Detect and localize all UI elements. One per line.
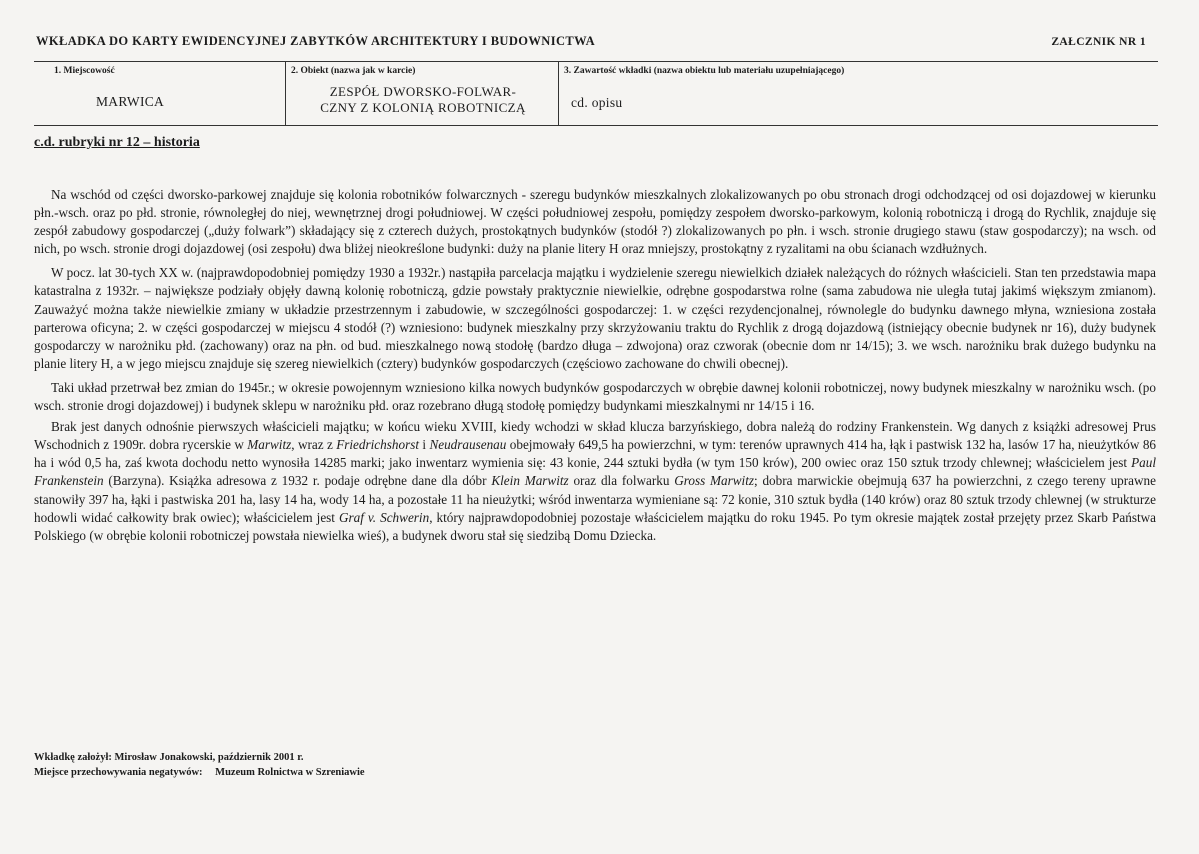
content-label: 3. Zawartość wkładki (nazwa obiektu lub materiału uzupełniającego) <box>564 66 845 76</box>
object-label: 2. Obiekt (nazwa jak w karcie) <box>291 66 416 76</box>
content-value: cd. opisu <box>571 95 623 110</box>
object-name <box>291 84 555 115</box>
paragraph-4-text-7: ; dobra marwickie obejmują 637 ha powierzchni, z czego tereny uprawne stanowiły 397 ha, łąki i pastwiska 201 ha, lasy 14 ha, wody 14 ha, a pozostałe 11 ha nieużytki; wśród inwentarza wymieniane są: 72 konie, 310 sztuk bydła (140 krów) oraz 80 sztuk trzody chlewnej (w strukturze hodowli widać całkowity brak owiec); właścicielem jest <box>34 473 1156 525</box>
section-heading: c.d. rubryki nr 12 – historia <box>34 135 200 150</box>
annex-number: ZAŁCZNIK NR 1 <box>1051 36 1146 48</box>
object-name-line-1: ZESPÓŁ DWORSKO-FOLWAR- <box>329 84 517 99</box>
table-top-border <box>34 61 1158 62</box>
place-klein-marwitz: Klein Marwitz <box>491 473 569 489</box>
paragraph-2: W pocz. lat 30-tych XX w. (najprawdopodobniej pomiędzy 1930 a 1932r.) nastąpiła parcelacja majątku i wydzielenie szeregu niewielkich działek należących do różnych właścicieli. Stan ten przedstawia mapa katastralna z 1932r. – największe podziały objęły dawną kolonię robotniczą, gdzie powstały praktycznie niewielkie, odrębne gospodarstwa rolne (sama zabudowa nie uległa tutaj jakimś większym zmianom). Zauważyć można także niewielkie zmiany w układzie przestrzennym i zabudowie, w szczególności gospodarczej: 1. w części rezydencjonalnej, równolegle do budynku dawnego młyna, wzniesiona została parterowa oficyna; 2. w części gospodarczej w miejscu 4 stodół (?) wzniesiono: budynek mieszkalny przy skrzyżowaniu traktu do Rychlik z drogą dojazdową (istniejący obecnie budynek nr 16), duży budynek gospodarczy w narożniku płd. (zachowany) oraz na płn. od bud. mieszkalnego nową stodołę (bardzo długa – zdwojona) oraz czworak (obecnie dom nr 14/15); 3. we wsch. narożniku brak dużego budynku na planie litery H, a w jego miejscu znajduje się szereg niewielkich (cztery) budynków gospodarczych (częściowo zachowane do chwili obecnej). <box>34 265 1156 371</box>
paragraph-4-text-2: , wraz z <box>291 437 337 453</box>
table-bottom-border <box>34 125 1158 126</box>
document-title: WKŁADKA DO KARTY EWIDENCYJNEJ ZABYTKÓW ARCHITEKTURY I BUDOWNICTWA <box>36 34 596 48</box>
locality-label: 1. Miejscowość <box>54 66 115 76</box>
paragraph-4-text-5: (Barzyna). Książka adresowa z 1932 r. podaje odrębne dane dla dóbr <box>103 473 492 489</box>
place-neudrausenau: Neudrausenau <box>429 437 507 453</box>
object-name-line-2: CZNY Z KOLONIĄ ROBOTNICZĄ <box>320 99 526 115</box>
owner-paul-frankenstein: Paul Frankenstein <box>34 455 1156 489</box>
locality-value: MARWICA <box>96 94 165 109</box>
place-gross-marwitz: Gross Marwitz <box>674 473 755 489</box>
paragraph-3: Taki układ przetrwał bez zmian do 1945r.; w okresie powojennym wzniesiono kilka nowych budynków gospodarczych w obrębie dawnej kolonii robotniczej, nowy budynek mieszkalny w narożniku wsch. (po wsch. stronie drogi dojazdowej) i budynek sklepu w narożniku płd. oraz rozebrano długą stodołę pomiędzy budynkami mieszkalnymi nr 14/15 i 16. <box>34 379 1156 414</box>
paragraph-4-text-1: Brak jest danych odnośnie pierwszych właścicieli majątku; w końcu wieku XVIII, kiedy wchodzi w skład klucza barzyńskiego, dobra należą do rodziny Frankenstein. Wg danych z książki adresowej Prus Wschodnich z 1909r. dobra rycerskie w <box>34 419 1156 453</box>
paragraph-4-text-6: oraz dla folwarku <box>568 473 675 489</box>
place-marwitz: Marwitz <box>247 437 292 453</box>
table-divider-1 <box>285 61 286 125</box>
place-friedrichshorst: Friedrichshorst <box>336 437 419 453</box>
paragraph-4-text-3: i <box>419 437 430 453</box>
paragraph-4 <box>34 418 1156 545</box>
paragraph-1: Na wschód od części dworsko-parkowej znajduje się kolonia robotników folwarcznych - szeregu budynków mieszkalnych zlokalizowanych po obu stronach drogi odchodzącej od osi dojazdowej w kierunku płn.-wsch. oraz po płd. stronie, równoległej do niej, wewnętrznej drogi południowej. W części południowej zespołu, pomiędzy zespołem dworsko-parkowym, kolonią robotniczą i drogą do Rychlik, znajduje się zespół zabudowy gospodarczej („duży folwark”) składający się z czterech dużych, prostokątnych budynków (stodół ?) zlokalizowanych po płn. i wsch. stronie drugiego stawu (staw gospodarczy); na wsch. od nich, po wsch. stronie drogi dojazdowej (osi zespołu) dwa bliżej nieokreślone budynki: duży na planie litery H oraz mniejszy, prostokątny z ryzalitami na obu ścianach wzdłużnych. <box>34 187 1156 257</box>
table-divider-2 <box>558 61 559 125</box>
history-text <box>34 186 1156 548</box>
storage-value: Muzeum Rolnictwa w Szreniawie <box>215 767 365 778</box>
storage-label: Miejsce przechowywania negatywów: <box>34 767 203 778</box>
footer-author: Wkładkę założył: Mirosław Jonakowski, październik 2001 r. <box>34 752 304 763</box>
footer-storage <box>34 767 365 778</box>
paragraph-4-text-8: , który najprawdopodobniej pozostaje właścicielem majątku do roku 1945. Po tym okresie majątek został przejęty przez Skarb Państwa Polskiego (w obrębie kolonii robotniczej powstała niewielka wieś), a budynek dworu stał się siedzibą Domu Dziecka. <box>34 509 1156 543</box>
paragraph-4-text-4: obejmowały 649,5 ha powierzchni, w tym: terenów uprawnych 414 ha, łąk i pastwisk 132 ha, lasów 17 ha, nieużytków 86 ha i wód 0,5 ha, zaś kwota dochodu netto wynosiła 14285 marki; jako inwentarz wymienia się: 43 konie, 244 sztuki bydła (w tym 150 krów), 200 owiec oraz 150 sztuk trzody chlewnej; właścicielem jest <box>34 437 1157 471</box>
owner-graf-schwerin: Graf v. Schwerin <box>338 509 430 525</box>
